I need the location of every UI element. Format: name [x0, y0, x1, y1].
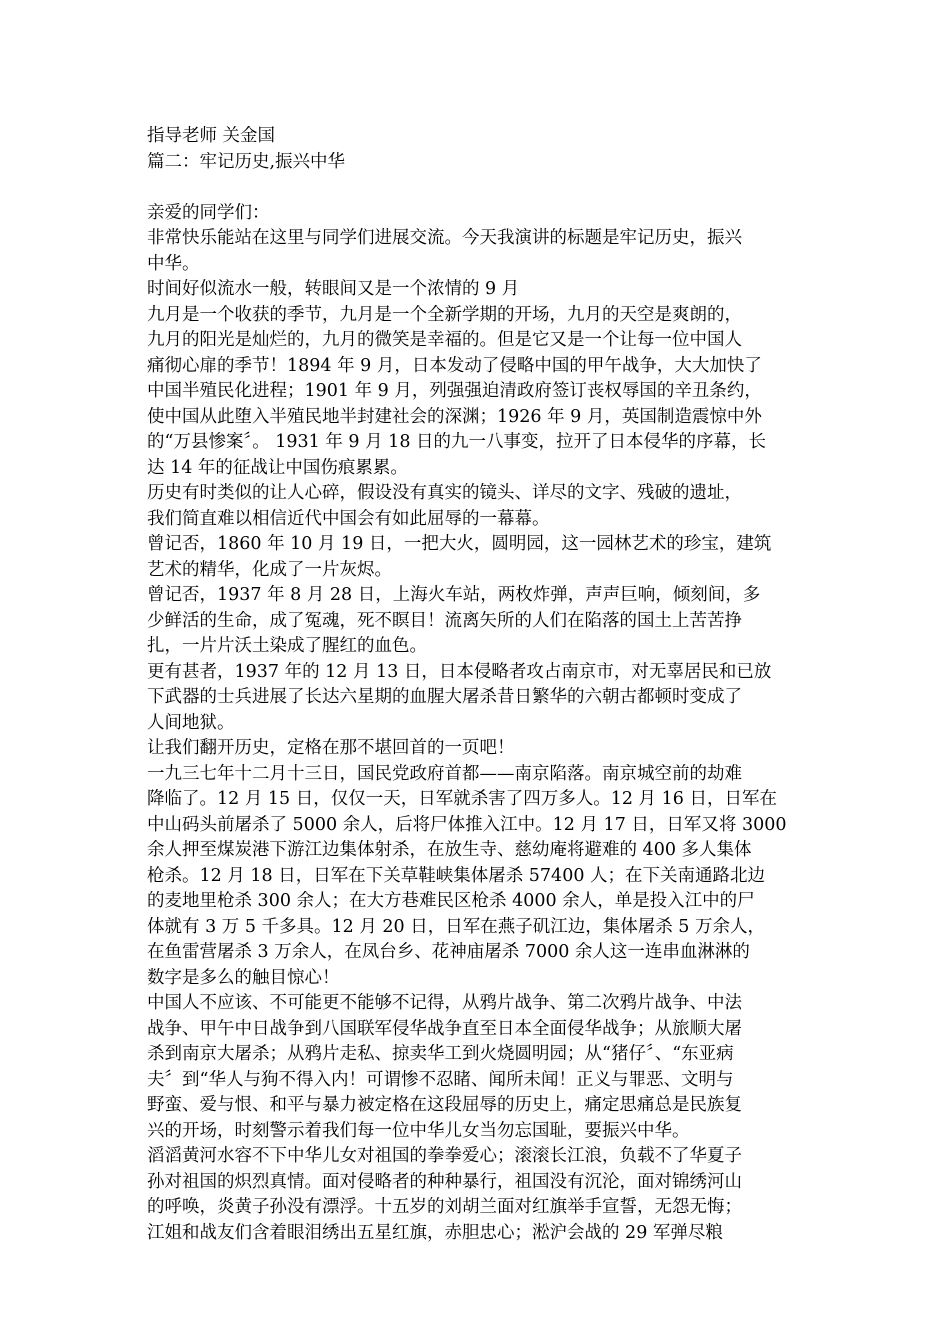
text-line: 数字是多么的触目惊心！: [147, 967, 340, 988]
text-line: 历史有时类似的让人心碎，假设没有真实的镜头、详尽的文字、残破的遗址，: [147, 483, 742, 503]
text-line: 江姐和战友们含着眼泪绣出五星红旗，赤胆忠心；淞沪会战的 29 军弹尽粮: [147, 1222, 723, 1243]
text-line: 降临了。12 月 15 日，仅仅一天，日军就杀害了四万多人。12 月 16 日，日军在: [147, 789, 777, 809]
text-line: 杀到南京大屠杀；从鸦片走私、掠卖华工到火烧圆明园；从“猪仔〞、“东亚病: [147, 1044, 734, 1064]
text-line: 余人押至煤炭港下游江边集体射杀，在放生寺、慈幼庵将避难的 400 多人集体: [147, 840, 752, 860]
text-line: 兴的开场，时刻警示着我们每一位中华儿女当勿忘国耻，要振兴中华。: [147, 1120, 690, 1141]
text-line: 艺术的精华，化成了一片灰烬。: [147, 559, 392, 580]
text-line: 的麦地里枪杀 300 余人；在大方巷难民区枪杀 4000 余人，单是投入江中的尸: [147, 891, 755, 911]
text-line: 中山码头前屠杀了 5000 余人，后将尸体推入江中。12 月 17 日，日军又将 3000: [147, 814, 787, 835]
text-line: 篇二：牢记历史,振兴中华: [147, 151, 346, 172]
blank-line: [147, 175, 807, 201]
text-line: 夫〞到“华人与狗不得入内！可谓惨不忍睹、闻所未闻！正义与罪恶、文明与: [147, 1069, 734, 1090]
text-line: 人间地狱。: [147, 712, 235, 733]
text-line: 少鲜活的生命，成了冤魂，死不瞑目！流离矢所的人们在陷落的国土上苦苦挣: [147, 610, 742, 631]
text-line: 指导老师 关金国: [147, 126, 276, 146]
text-line: 下武器的士兵进展了长达六星期的血腥大屠杀昔日繁华的六朝古都顿时变成了: [147, 687, 742, 707]
text-line: 的呼唤，炎黄子孙没有漂浮。十五岁的刘胡兰面对红旗举手宣誓，无怨无悔；: [147, 1197, 742, 1217]
text-line: 非常快乐能站在这里与同学们进展交流。今天我演讲的标题是牢记历史，振兴: [147, 228, 742, 248]
text-line: 体就有 3 万 5 千多具。12 月 20 日，日军在燕子矶江边，集体屠杀 5 万余人，: [147, 916, 766, 937]
document-body: [147, 124, 807, 1246]
text-line: 达 14 年的征战让中国伤痕累累。: [147, 457, 408, 478]
text-line: 痛彻心扉的季节！1894 年 9 月，日本发动了侵略中国的甲午战争，大大加快了: [147, 355, 762, 376]
text-line: 九月的阳光是灿烂的，九月的微笑是幸福的。但是它又是一个让每一位中国人: [147, 330, 742, 350]
text-line: 枪杀。12 月 18 日，日军在下关草鞋峡集体屠杀 57400 人；在下关南通路北边: [147, 865, 766, 886]
text-line: 使中国从此堕入半殖民地半封建社会的深渊；1926 年 9 月，英国制造震惊中外: [147, 406, 762, 427]
text-line: 曾记否，1937 年 8 月 28 日，上海火车站，两枚炸弹，声声巨响，倾刻间，多: [147, 585, 761, 605]
text-line: 亲爱的同学们：: [147, 202, 270, 223]
text-line: 中国人不应该、不可能更不能够不记得，从鸦片战争、第二次鸦片战争、中法: [147, 993, 742, 1013]
text-line: 中国半殖民化进程；1901 年 9 月，列强强迫清政府签订丧权辱国的辛丑条约，: [147, 381, 762, 401]
text-line: 滔滔黄河水容不下中华儿女对祖国的拳拳爱心；滚滚长江浪，负载不了华夏子: [147, 1146, 742, 1166]
text-line: 让我们翻开历史，定格在那不堪回首的一页吧！: [147, 738, 515, 758]
text-line: 九月是一个收获的季节，九月是一个全新学期的开场，九月的天空是爽朗的，: [147, 304, 742, 325]
text-line: 战争、甲午中日战争到八国联军侵华战争直至日本全面侵华战争；从旅顺大屠: [147, 1018, 742, 1039]
text-line: 的“万县惨案〞。 1931 年 9 月 18 日的九一八事变，拉开了日本侵华的序幕，长: [147, 432, 767, 452]
text-line: 我们简直难以相信近代中国会有如此屈辱的一幕幕。: [147, 508, 550, 529]
text-line: 野蛮、爱与恨、和平与暴力被定格在这段屈辱的历史上，痛定思痛总是民族复: [147, 1095, 742, 1115]
text-line: 中华。: [147, 253, 200, 274]
text-line: 一九三七年十二月十三日，国民党政府首都——南京陷落。南京城空前的劫难: [147, 763, 742, 784]
text-line: 更有甚者，1937 年的 12 月 13 日，日本侵略者攻占南京市，对无辜居民和已放: [147, 661, 772, 682]
text-line: 孙对祖国的炽烈真情。面对侵略者的种种暴行，祖国没有沉沦，面对锦绣河山: [147, 1171, 742, 1192]
text-line: 在鱼雷营屠杀 3 万余人，在凤台乡、花神庙屠杀 7000 余人这一连串血淋淋的: [147, 942, 750, 962]
text-line: 曾记否，1860 年 10 月 19 日，一把大火，圆明园，这一园林艺术的珍宝，建筑: [147, 534, 772, 554]
text-line: 扎，一片片沃土染成了腥红的血色。: [147, 636, 427, 656]
text-line: 时间好似流水一般，转眼间又是一个浓情的 9 月: [147, 279, 520, 299]
